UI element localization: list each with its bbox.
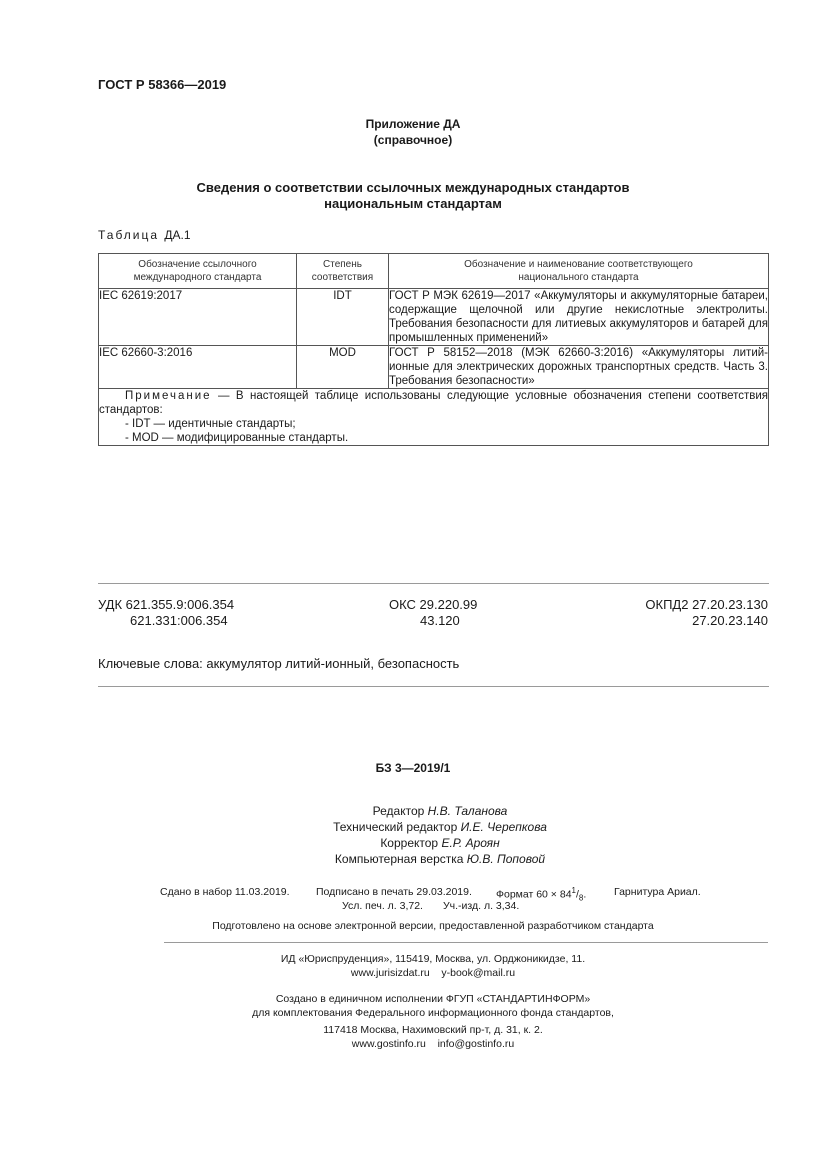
oks-line1: ОКС 29.220.99: [389, 597, 478, 612]
staff-role: Корректор: [380, 836, 439, 850]
header-col3-line2: национального стандарта: [518, 272, 639, 283]
section-title-line2: национальным стандартам: [324, 196, 502, 211]
creator-contacts: [0, 1038, 826, 1050]
header-degree: [297, 254, 389, 289]
table-number: ДА.1: [164, 228, 191, 242]
table-caption: [98, 228, 191, 242]
udk-line2: 621.331:006.354: [130, 613, 228, 628]
intl-standard-cell: IEC 62619:2017: [99, 289, 297, 346]
bz-number: БЗ 3—2019/1: [375, 761, 451, 775]
format-sub: 8: [578, 893, 584, 903]
prepared-note: Подготовлено на основе электронной версии, предоставленной разработчиком стандарта: [212, 920, 654, 932]
print-signed: Подписано в печать 29.03.2019.: [316, 886, 472, 898]
staff-name: И.Е. Черепкова: [460, 820, 547, 834]
format-sup: 1: [571, 886, 576, 895]
udk-line1: УДК 621.355.9:006.354: [98, 597, 235, 612]
note-item: - MOD — модифицированные стандарты.: [125, 432, 349, 444]
oks-line2: 43.120: [420, 613, 460, 628]
national-standard-cell: ГОСТ Р 58152—2018 (МЭК 62660-3:2016) «Аккумуляторы литий-ионные для электрических дорожных транспортных средств. Часть 3. Требования безопасности»: [389, 347, 768, 387]
table-label: Таблица: [98, 228, 160, 242]
print-sheets: Усл. печ. л. 3,72.: [342, 900, 423, 912]
staff-layout: [0, 852, 826, 866]
intl-standard-cell: IEC 62660-3:2016: [99, 346, 297, 389]
national-standard-cell: ГОСТ Р МЭК 62619—2017 «Аккумуляторы и аккумуляторные батареи, содержащие щелочной или другие некислотные электролиты. Требования безопасности для литиевых аккумуляторов и батарей для промышленных применений»: [389, 290, 768, 344]
publisher-site: www.jurisizdat.ru: [350, 967, 430, 979]
creator-line2: для комплектования Федерального информационного фонда стандартов,: [252, 1007, 614, 1019]
table-note: [99, 389, 769, 446]
staff-role: Компьютерная верстка: [334, 852, 464, 866]
creator-line1: Создано в единичном исполнении ФГУП «СТАНДАРТИНФОРМ»: [275, 993, 591, 1005]
staff-role: Технический редактор: [333, 820, 458, 834]
print-pub-sheets: Уч.-изд. л. 3,34.: [443, 900, 520, 912]
header-col2-line1: Степень: [323, 259, 362, 270]
header-col2-line2: соответствия: [311, 272, 374, 283]
staff-editor: [0, 804, 826, 818]
staff-tech-editor: [0, 820, 826, 834]
note-text: — В настоящей таблице использованы следующие условные обозначения степени соответствия стандартов:: [99, 390, 768, 416]
staff-name: Н.В. Таланова: [427, 804, 508, 818]
publisher-contacts: [0, 967, 826, 979]
staff-name: Е.Р. Ароян: [441, 836, 500, 850]
print-submitted: Сдано в набор 11.03.2019.: [160, 886, 290, 898]
creator-email: info@gostinfo.ru: [437, 1038, 515, 1050]
table-header-row: [99, 254, 769, 289]
divider: [98, 686, 769, 687]
header-national-standard: [389, 254, 769, 289]
table-note-row: [99, 389, 769, 446]
print-format: Формат $60 \times 84^1/_8$.: [496, 886, 587, 903]
note-label: Примечание: [125, 390, 212, 402]
degree-cell: IDT: [297, 289, 389, 346]
correspondence-table: [98, 253, 769, 446]
okpd-line1: ОКПД2 27.20.23.130: [645, 597, 768, 612]
publisher-address: ИД «Юриспруденция», 115419, Москва, ул. Орджоникидзе, 11.: [280, 953, 586, 965]
keywords: Ключевые слова: аккумулятор литий-ионный, безопасность: [98, 656, 460, 671]
section-title-line1: Сведения о соответствии ссылочных международных стандартов: [196, 180, 630, 195]
header-col1-line1: Обозначение ссылочного: [138, 259, 257, 270]
format-prefix: Формат 60 × 84: [496, 888, 572, 901]
header-col3-line1: Обозначение и наименование соответствующего: [464, 259, 693, 270]
staff-role: Редактор: [372, 804, 425, 818]
okpd-line2: 27.20.23.140: [692, 613, 768, 628]
note-item: - IDT — идентичные стандарты;: [125, 418, 296, 430]
document-code: ГОСТ Р 58366—2019: [98, 77, 227, 92]
print-typeface: Гарнитура Ариал.: [614, 886, 701, 898]
creator-site: www.gostinfo.ru: [351, 1038, 426, 1050]
staff-name: Ю.В. Поповой: [466, 852, 546, 866]
creator-address: 117418 Москва, Нахимовский пр-т, д. 31, к. 2.: [323, 1024, 543, 1036]
degree-cell: MOD: [297, 346, 389, 389]
header-col1-line2: международного стандарта: [133, 272, 262, 283]
header-intl-standard: [99, 254, 297, 289]
annex-title: Приложение ДА: [365, 117, 461, 131]
table-row: [99, 289, 769, 346]
publisher-email: y-book@mail.ru: [441, 967, 516, 979]
staff-corrector: [0, 836, 826, 850]
divider: [98, 583, 769, 584]
table-row: [99, 346, 769, 389]
annex-type: (справочное): [373, 133, 453, 147]
divider: [164, 942, 768, 943]
